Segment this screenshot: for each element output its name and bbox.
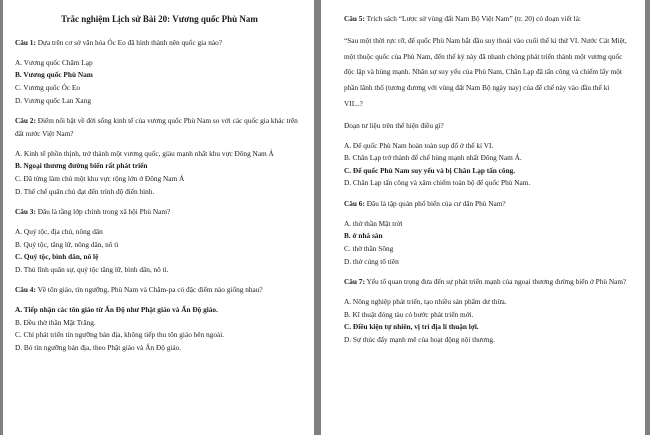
option-a-correct: A. Tiếp nhận các tôn giáo từ Ấn Độ như Phật giáo và Ấn Độ giáo.	[15, 305, 218, 315]
question-7	[344, 276, 629, 289]
option-c-correct: C. Quý tộc, bình dân, nô lệ	[15, 252, 99, 262]
option-d: D. Sự thúc đẩy mạnh mẽ của hoạt động nội thương.	[344, 334, 495, 344]
question-number: Câu 4:	[15, 285, 36, 295]
option-b-correct: B. Ngoại thương đường biển rất phát triển	[15, 161, 148, 171]
option-d: D. Thể chế quân chủ đạt đến trình độ điển hình.	[15, 186, 155, 196]
option-a: A. Kinh tế phồn thịnh, trở thành một vương quốc, giàu mạnh nhất khu vực Đông Nam Á	[15, 148, 274, 158]
question-text: Yếu tố quan trọng đưa đến sự phát triển mạnh của ngoại thương đường biển ở Phù Nam?	[364, 277, 627, 287]
option-c-correct: C. Điều kiện tự nhiên, vị trí địa lí thuận lợi.	[344, 322, 479, 332]
document-page-right	[321, 0, 645, 435]
question-5	[344, 13, 629, 26]
option-a: A. Vương quốc Chăm Lạp	[15, 57, 93, 67]
question-text: Trích sách “Lược sử vùng đất Nam Bộ Việt Nam” (tr. 20) có đoạn viết là:	[364, 14, 581, 23]
option-c: C. Đã từng làm chủ một khu vực rộng lớn ở Đông Nam Á	[15, 173, 185, 183]
option-c: C. thờ thần Sông	[344, 243, 394, 253]
question-number: Câu 7:	[344, 277, 365, 287]
document-page-left	[3, 0, 314, 435]
question-6	[344, 198, 629, 211]
option-d: D. thờ cúng tổ tiên	[344, 256, 399, 266]
option-b: B. Quý tộc, tăng lữ, nông dân, nô tì	[15, 239, 119, 249]
question-number: Câu 5:	[344, 14, 365, 23]
option-b-correct: B. Vương quốc Phù Nam	[15, 70, 93, 80]
option-a: A. Đế quốc Phù Nam hoàn toàn sụp đổ ở thế kỉ VI.	[344, 140, 494, 150]
question-text: Về tôn giáo, tín ngưỡng, Phù Nam và Chăm-pa có đặc điểm nào giống nhau?	[35, 285, 263, 295]
option-d: D. Chân Lạp tấn công và xâm chiếm toàn bộ đế quốc Phù Nam.	[344, 178, 531, 188]
option-b: B. Kĩ thuật đóng tàu có bước phát triển mới.	[344, 309, 474, 319]
question-number: Câu 6:	[344, 198, 365, 208]
option-b: B. Chân Lạp trở thành đế chế hùng mạnh nhất Đông Nam Á.	[344, 153, 522, 163]
option-d: D. Vương quốc Lan Xang	[15, 95, 91, 105]
document-title: Trắc nghiệm Lịch sử Bài 20: Vương quốc Phù Nam	[61, 14, 258, 24]
question-prompt: Đoạn tư liệu trên thể hiện điều gì?	[344, 120, 444, 130]
option-d: D. Thủ lĩnh quân sự, quý tộc tăng lữ, bình dân, nô tì.	[15, 264, 169, 274]
question-2	[15, 115, 304, 141]
option-a: A. thờ thần Mặt trời	[344, 218, 403, 228]
option-a: A. Nông nghiệp phát triển, tạo nhiều sản phẩm dư thừa.	[344, 296, 507, 306]
question-number: Câu 3:	[15, 207, 36, 217]
question-block-1	[15, 37, 304, 107]
question-number: Câu 2:	[15, 116, 36, 126]
question-4	[15, 284, 304, 297]
option-c: C. Chỉ phát triển tín ngưỡng bản địa, không tiếp thu tôn giáo bên ngoài.	[15, 330, 225, 340]
question-3	[15, 206, 304, 219]
option-b-correct: B. ở nhà sàn	[344, 231, 383, 241]
question-block-2	[15, 115, 304, 198]
question-block-6	[344, 198, 629, 268]
question-block-7	[344, 276, 629, 346]
question-1	[15, 37, 304, 50]
option-a: A. Quý tộc, địa chủ, nông dân	[15, 226, 103, 236]
question-text: Điểm nổi bật về đời sống kinh tế của vương quốc Phù Nam so với các quốc gia khác trên đất nước Việt Nam?	[15, 116, 298, 138]
question-text: Dựa trên cơ sở văn hóa Óc Eo đã hình thành nên quốc gia nào?	[35, 38, 223, 47]
question-text: Đâu là tập quán phổ biến của cư dân Phù Nam?	[364, 198, 506, 208]
question-block-5	[344, 13, 629, 190]
question-block-3	[15, 206, 304, 276]
question-block-4	[15, 284, 304, 354]
option-b: B. Đều thờ thần Mặt Trăng.	[15, 317, 96, 327]
question-number: Câu 1:	[15, 38, 36, 47]
question-text: Đâu là tầng lớp chính trong xã hội Phù Nam?	[35, 207, 171, 217]
quoted-passage: “Sau một thời rực rỡ, đế quốc Phù Nam bắt đầu suy thoái vào cuối thế kỉ thứ VI. Nước Cát Miệt, một thuộc quốc của Phù Nam, đến thế kỷ này đã nhanh chóng phát triển thành một vương quốc độc lập và hùng mạnh. Nhân sự suy yếu của Phù Nam, Chân Lạp đã tấn công và chiếm lấy một phần lãnh thổ (tương đương với vùng đất Nam Bộ ngày nay) của đế chế này vào đầu thế kỉ VII...?	[344, 35, 627, 108]
option-c-correct: C. Đế quốc Phù Nam suy yếu và bị Chân Lạp tấn công.	[344, 165, 516, 175]
option-d: D. Bỏ tín ngưỡng bản địa, theo Phật giáo và Ấn Độ giáo.	[15, 342, 182, 352]
option-c: C. Vương quốc Óc Eo	[15, 82, 81, 92]
